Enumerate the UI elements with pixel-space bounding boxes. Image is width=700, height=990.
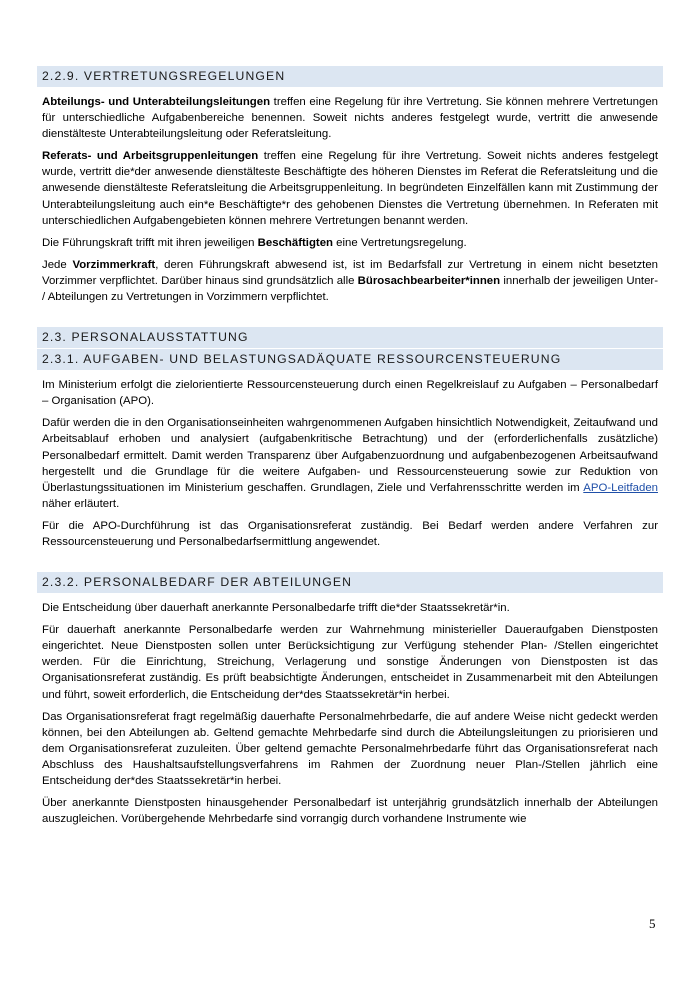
paragraph-text: treffen eine Regelung für ihre Vertretung. Sie können mehrere Vertretungen für unterschiedliche Aufgabenbereiche benennen. Soweit nichts anderes festgelegt wurde, vertritt die anwesende dienstälteste Unterabteilungsleitung oder Referatsleitung. — [42, 96, 658, 141]
bold-term: Beschäftigten — [257, 236, 333, 249]
paragraph — [37, 94, 663, 142]
apo-leitfaden-link[interactable]: APO-Leitfaden — [583, 481, 658, 494]
paragraph — [37, 415, 663, 512]
bold-term: Abteilungs- und Unterabteilungsleitungen — [42, 96, 271, 108]
paragraph: Für die APO-Durchführung ist das Organisationsreferat zuständig. Bei Bedarf werden andere Verfahren zur Ressourcensteuerung und Personalbedarfsermittlung angewendet. — [42, 519, 658, 548]
section-heading-2-3-1: 2.3.1. AUFGABEN- UND BELASTUNGSADÄQUATE RESSOURCENSTEUERUNG — [37, 349, 663, 370]
section-heading-2-2-9: 2.2.9. VERTRETUNGSREGELUNGEN — [37, 66, 663, 87]
paragraph: Die Entscheidung über dauerhaft anerkannte Personalbedarfe trifft die*der Staatssekretär*in. — [42, 602, 510, 615]
bold-term: Bürosachbearbeiter*innen — [357, 274, 501, 287]
paragraph-text: innerhalb der jeweiligen Unter- / Abteilungen zu Vertretungen in Vorzimmern verpflichtet. — [42, 274, 658, 304]
paragraph — [37, 235, 663, 251]
paragraph-text: näher erläutert. — [42, 497, 120, 510]
section-heading-2-3: 2.3. PERSONALAUSSTATTUNG — [37, 327, 663, 348]
paragraph: Für dauerhaft anerkannte Personalbedarfe werden zur Wahrnehmung ministerieller Daueraufgaben Dienstposten eingerichtet. Neue Dienstposten sollen unter Berücksichtigung zur Verfügung stehender Plan- /Stellen eingerichtet werden. Für die Einrichtung, Streichung, Verlagerung und sonstige Änderungen von Dienstposten ist das Organisationsreferat zuständig. Es prüft beabsichtigte Änderungen, entscheidet in Zusammenarbeit mit den Abteilungen und führt, soweit erforderlich, die Entscheidung der*des Staatssekretär*in herbei. — [42, 624, 658, 701]
paragraph: Über anerkannte Dienstposten hinausgehender Personalbedarf ist unterjährig grundsätzlich innerhalb der Abteilungen auszugleichen. Vorübergehende Mehrbedarfe sind vorrangig durch vorhandene Instrumente wie — [42, 797, 658, 826]
document-page — [37, 66, 663, 827]
paragraph: Im Ministerium erfolgt die zielorientierte Ressourcensteuerung durch einen Regelkreislauf zu Aufgaben – Personalbedarf – Organisation (APO). — [42, 379, 658, 408]
bold-term: Vorzimmerkraft — [72, 258, 156, 271]
paragraph-text: treffen eine Regelung für ihre Vertretung. Soweit nichts anderes festgelegt wurde, vertritt die*der anwesende dienstälteste Beschäftigte des höheren Dienstes im Referat die Referatsleitung und die anwesende dienstälteste Referatsleitung die Arbeitsgruppenleitung. In begründeten Einzelfällen kann mit Zustimmung der Unterabteilungsleitung auch ein*e Beschäftigte*r des gehobenen Dienstes die Vertretung übernehmen. In Referaten mit unterschiedlichen Aufgabengebieten können mehrere Vertretungen benannt werden. — [42, 150, 658, 227]
bold-term: Referats- und Arbeitsgruppenleitungen — [42, 150, 259, 163]
paragraph: Das Organisationsreferat fragt regelmäßig dauerhafte Personalmehrbedarfe, die auf andere Weise nicht gedeckt werden können, bei den Abteilungen ab. Geltend gemachte Mehrbedarfe sind durch die Abteilungsleitungen zu priorisieren und dem Organisationsreferat zuzuleiten. Über geltend gemachte Personalmehrbedarfe führt das Organisationsreferat nach Abschluss des Haushaltsaufstellungsverfahrens im Rahmen der Zuordnung neuer Plan-/Stellen jährlich eine Entscheidung der*des Staatssekretär*in herbei. — [42, 710, 658, 787]
paragraph — [37, 148, 663, 228]
page-number: 5 — [649, 916, 656, 931]
section-heading-2-3-2: 2.3.2. PERSONALBEDARF DER ABTEILUNGEN — [37, 572, 663, 593]
paragraph — [37, 257, 663, 305]
paragraph-text: Dafür werden die in den Organisationseinheiten wahrgenommenen Aufgaben hinsichtlich Notwendigkeit, Zeitaufwand und Arbeitsablauf erhoben und analysiert (aufgabenkritische Betrachtung) und der (erforderlichenfalls zusätzliche) Personalbedarf ermittelt. Damit werden Transparenz über Aufgabenzuordnung und aufgabenbezogenen Arbeitsaufwand hergestellt und die Grundlage für die weitere Aufgaben- und Ressourcensteuerung sowie zur Reduktion von Überlastungssituationen im Ministerium geschaffen. Grundlagen, Ziele und Verfahrensschritte werden im — [42, 417, 658, 494]
paragraph-text: Jede — [42, 258, 73, 271]
paragraph-text: , deren Führungskraft abwesend ist, ist im Bedarfsfall zur Vertretung in einem nicht besetzten Vorzimmer verpflichtet. Darüber hinaus sind grundsätzlich alle — [42, 258, 658, 287]
paragraph-text: eine Vertretungsregelung. — [333, 236, 467, 249]
paragraph-text: Die Führungskraft trifft mit ihren jeweiligen — [42, 236, 258, 249]
